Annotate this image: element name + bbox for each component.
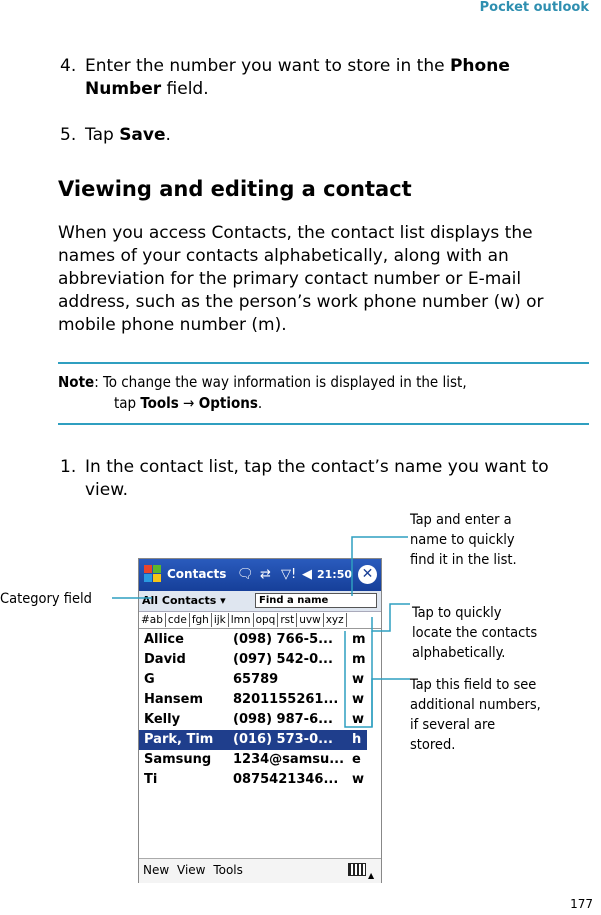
step-number: 4. bbox=[60, 56, 77, 76]
menu-view[interactable]: View bbox=[177, 863, 206, 877]
contact-phone: (098) 766-5... bbox=[233, 632, 333, 647]
contact-name: Kelly bbox=[144, 712, 181, 727]
contact-type[interactable]: h bbox=[352, 732, 362, 747]
step-text-end: field. bbox=[161, 79, 209, 99]
step-bold: Save bbox=[119, 125, 166, 145]
callout-line: Tap to quickly bbox=[412, 605, 502, 621]
contact-name: Hansem bbox=[144, 692, 204, 707]
contact-phone: (097) 542-0... bbox=[233, 652, 333, 667]
contact-type[interactable]: w bbox=[352, 672, 365, 687]
callout-line: Tap this field to see bbox=[410, 677, 537, 693]
note-tools: Tools bbox=[140, 394, 179, 412]
contact-phone: (098) 987-6... bbox=[233, 712, 333, 727]
callout-type bbox=[410, 675, 541, 755]
category-field[interactable]: All Contacts ▾ bbox=[142, 594, 226, 607]
step-text-end: . bbox=[165, 125, 171, 145]
callout-category: Category field bbox=[0, 591, 92, 607]
contact-type[interactable]: m bbox=[352, 652, 366, 667]
alpha-group[interactable]: uvw bbox=[297, 613, 323, 627]
close-icon[interactable]: ✕ bbox=[358, 565, 377, 584]
menu-tools[interactable]: Tools bbox=[213, 863, 243, 877]
callout-line: locate the contacts bbox=[412, 625, 538, 641]
section-paragraph: When you access Contacts, the contact list displays the names of your contacts alphabetically, along with an abbreviation for the primary contact number or E-mail address, such as the person’s work phone number (w) or mobile phone number (m). bbox=[58, 223, 544, 335]
note-text: : To change the way information is displayed in the list, bbox=[94, 373, 467, 391]
contact-type[interactable]: w bbox=[352, 772, 365, 787]
contact-phone: 65789 bbox=[233, 672, 279, 687]
message-icon[interactable]: 🗨 bbox=[237, 567, 254, 582]
contact-type[interactable]: w bbox=[352, 692, 365, 707]
contact-name: Allice bbox=[144, 632, 184, 647]
step-number: 1. bbox=[60, 457, 77, 477]
contact-name: Ti bbox=[144, 772, 158, 787]
alpha-group[interactable]: #ab bbox=[139, 613, 166, 627]
find-name-input[interactable]: Find a name bbox=[255, 593, 377, 608]
contact-type[interactable]: w bbox=[352, 712, 365, 727]
app-title: Contacts bbox=[167, 567, 227, 581]
step-text: Enter the number you want to store in the bbox=[85, 56, 450, 76]
contact-name: Samsung bbox=[144, 752, 212, 767]
alpha-group[interactable]: lmn bbox=[229, 613, 254, 627]
volume-icon[interactable]: ◀ bbox=[302, 567, 312, 582]
menu-new[interactable]: New bbox=[143, 863, 170, 877]
callout-alpha bbox=[412, 603, 537, 663]
signal-icon[interactable]: ▽! bbox=[281, 567, 297, 582]
callout-line: if several are bbox=[410, 717, 496, 733]
contact-name: G bbox=[144, 672, 155, 687]
contact-phone: 1234@samsu... bbox=[233, 752, 345, 767]
callout-line: stored. bbox=[410, 737, 456, 753]
running-header: Pocket outlook bbox=[479, 0, 589, 15]
callout-line: alphabetically. bbox=[412, 645, 506, 661]
contact-phone: 0875421346... bbox=[233, 772, 339, 787]
callout-line: additional numbers, bbox=[410, 697, 541, 713]
step-bold: Phone Number bbox=[85, 56, 510, 99]
contact-phone: (016) 573-0... bbox=[233, 732, 333, 747]
contact-name: David bbox=[144, 652, 186, 667]
note-options: Options bbox=[198, 394, 258, 412]
step-text: In the contact list, tap the contact’s name you want to view. bbox=[85, 457, 549, 500]
clock[interactable]: 21:50 bbox=[317, 568, 353, 581]
contact-name: Park, Tim bbox=[144, 732, 214, 747]
alpha-group[interactable]: cde bbox=[166, 613, 190, 627]
alpha-group[interactable]: opq bbox=[254, 613, 279, 627]
contact-type[interactable]: m bbox=[352, 632, 366, 647]
section-heading: Viewing and editing a contact bbox=[58, 177, 412, 201]
connectivity-icon[interactable]: ⇄ bbox=[260, 567, 271, 582]
alpha-group[interactable]: ijk bbox=[212, 613, 229, 627]
arrow-icon: → bbox=[183, 394, 195, 412]
contact-phone: 8201155261... bbox=[233, 692, 339, 707]
input-menu-arrow-icon[interactable]: ▲ bbox=[368, 871, 375, 880]
alpha-group[interactable]: fgh bbox=[190, 613, 212, 627]
callout-find bbox=[410, 510, 517, 570]
note-end: . bbox=[257, 394, 263, 412]
step-number: 5. bbox=[60, 125, 77, 145]
callout-line: name to quickly bbox=[410, 532, 515, 548]
note-tap: tap bbox=[114, 394, 141, 412]
alpha-group[interactable]: xyz bbox=[324, 613, 347, 627]
alpha-group[interactable]: rst bbox=[278, 613, 297, 627]
page-number: 177 bbox=[570, 897, 593, 911]
note-label: Note bbox=[58, 373, 95, 391]
contact-type[interactable]: e bbox=[352, 752, 361, 767]
callout-line: find it in the list. bbox=[410, 552, 517, 568]
step-text: Tap bbox=[85, 125, 120, 145]
callout-line: Tap and enter a bbox=[410, 512, 512, 528]
